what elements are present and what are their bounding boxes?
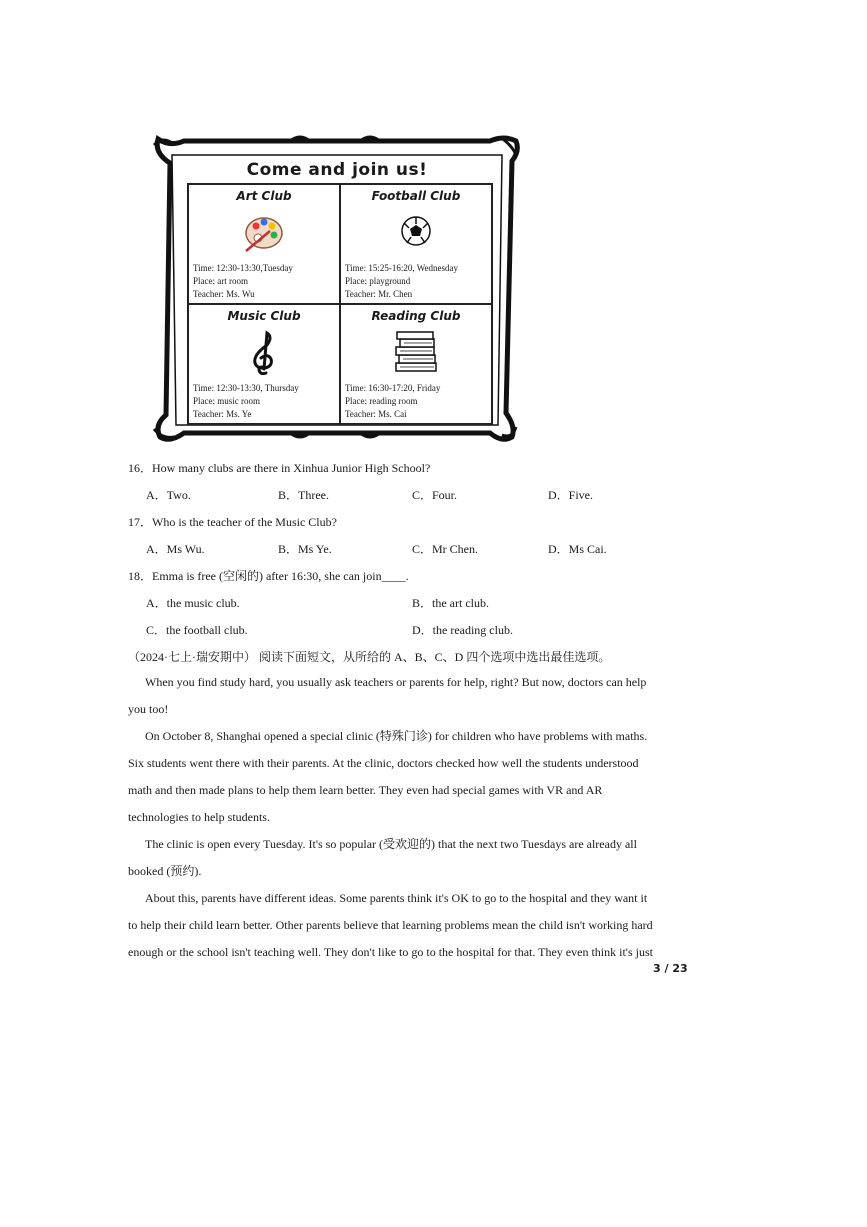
- paragraph-line: On October 8, Shanghai opened a special clinic (特殊门诊) for children who have problems with maths.: [145, 729, 648, 743]
- club-info: [193, 382, 299, 421]
- paragraph-line: you too!: [128, 702, 169, 716]
- books-icon: [392, 329, 440, 375]
- option: C．Mr Chen.: [412, 542, 479, 556]
- club-cell-reading: [340, 304, 492, 424]
- club-teacher: Teacher: Ms. Cai: [345, 409, 407, 419]
- question-stem: 17．Who is the teacher of the Music Club?: [128, 515, 337, 529]
- club-time: Time: 12:30-13:30,Tuesday: [193, 263, 293, 273]
- club-name: Football Club: [371, 189, 461, 203]
- club-name: Music Club: [227, 309, 301, 323]
- option: A．Ms Wu.: [146, 542, 205, 556]
- club-time: Time: 12:30-13:30, Thursday: [193, 383, 299, 393]
- club-name: Art Club: [236, 189, 292, 203]
- paragraph-2: [128, 723, 647, 831]
- football-icon: [392, 209, 440, 255]
- club-time: Time: 16:30-17:20, Friday: [345, 383, 441, 393]
- option: C．Four.: [412, 488, 458, 502]
- option: D．Ms Cai.: [548, 542, 607, 556]
- club-cell-music: [188, 304, 340, 424]
- question-stem: 18．Emma is free (空闲的) after 16:30, she can join____.: [128, 569, 409, 583]
- palette-icon: [240, 209, 288, 255]
- paragraph-line: The clinic is open every Tuesday. It's so popular (受欢迎的) that the next two Tuesdays are already all: [145, 837, 637, 851]
- paragraph-line: enough or the school isn't teaching well. They don't like to go to the hospital for that. They even think it's just: [128, 945, 653, 959]
- club-place: Place: reading room: [345, 396, 418, 406]
- option: B．Ms Ye.: [278, 542, 332, 556]
- club-grid: [187, 183, 493, 425]
- paragraph-line: math and then made plans to help them learn better. They even had special games with VR and AR: [128, 783, 603, 797]
- club-teacher: Teacher: Ms. Ye: [193, 409, 252, 419]
- paragraph-line: to help their child learn better. Other parents believe that learning problems mean the child isn't working hard: [128, 918, 653, 932]
- club-time: Time: 15:25-16:20, Wednesday: [345, 263, 459, 273]
- club-place: Place: art room: [193, 276, 248, 286]
- question-stem: 16．How many clubs are there in Xinhua Junior High School?: [128, 461, 431, 475]
- club-place: Place: playground: [345, 276, 411, 286]
- option: B．Three.: [278, 488, 329, 502]
- paragraph-line: About this, parents have different ideas. Some parents think it's OK to go to the hospital and they want it: [145, 891, 648, 905]
- club-info: [345, 382, 440, 421]
- club-poster: [150, 133, 524, 445]
- poster-title: Come and join us!: [246, 160, 428, 180]
- option: D．Five.: [548, 488, 594, 502]
- option: C．the football club.: [146, 623, 248, 637]
- club-place: Place: music room: [193, 396, 260, 406]
- paragraph-line: Six students went there with their parents. At the clinic, doctors checked how well the students understood: [128, 756, 639, 770]
- treble-clef-icon: [240, 329, 288, 375]
- option: D．the reading club.: [412, 623, 513, 637]
- club-info: [193, 262, 293, 301]
- club-cell-art: [188, 184, 340, 304]
- option: B．the art club.: [412, 596, 489, 610]
- option: A．Two.: [146, 488, 191, 502]
- club-teacher: Teacher: Mr. Chen: [345, 289, 413, 299]
- club-teacher: Teacher: Ms. Wu: [193, 289, 255, 299]
- section-intro: （2024·七上·瑞安期中） 阅读下面短文，从所给的 A、B、C、D 四个选项中选出最佳选项。: [128, 650, 611, 664]
- club-info: [345, 262, 458, 301]
- club-cell-football: [340, 184, 492, 304]
- paragraph-1: [128, 669, 646, 723]
- paragraph-3: [128, 831, 637, 885]
- paragraph-line: booked (预约).: [128, 864, 202, 878]
- page-number: 3 / 23: [653, 962, 688, 975]
- paragraph-line: technologies to help students.: [128, 810, 270, 824]
- paragraph-4: [128, 885, 653, 966]
- paragraph-line: When you find study hard, you usually ask teachers or parents for help, right? But now, doctors can help: [145, 675, 647, 689]
- club-name: Reading Club: [371, 309, 461, 323]
- option: A．the music club.: [146, 596, 240, 610]
